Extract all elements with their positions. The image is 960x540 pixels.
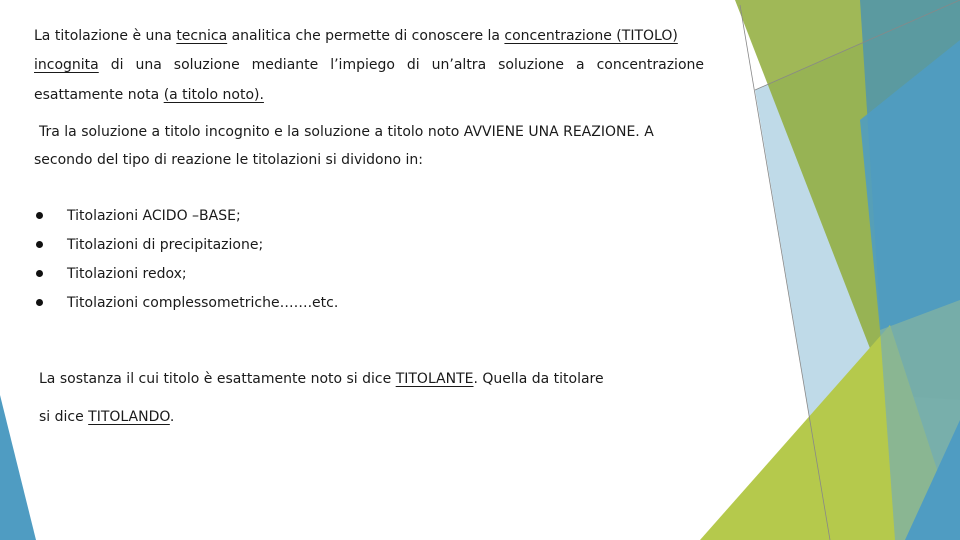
titolante-text: La sostanza il cui titolo è esattamente noto si dice <box>39 371 396 387</box>
term-tecnica: tecnica <box>176 28 228 44</box>
bullet-icon <box>36 241 43 248</box>
term-titolando: TITOLANDO <box>88 409 170 425</box>
titolante-line-1 <box>39 370 604 388</box>
term-titolo-noto: (a titolo noto). <box>163 87 264 103</box>
intro-text: analitica che permette di conoscere la <box>227 28 505 44</box>
list-item-label: Titolazioni di precipitazione; <box>67 237 264 253</box>
bullet-icon <box>36 212 43 219</box>
intro-line-3 <box>34 86 264 104</box>
titolante-text: . Quella da titolare <box>473 371 604 387</box>
intro-text: di una soluzione mediante l’impiego di un’altra soluzione a concentrazione <box>98 57 704 73</box>
list-item-label: Titolazioni complessometriche…….etc. <box>67 295 339 311</box>
term-concentrazione: concentrazione (TITOLO) <box>504 28 678 44</box>
titolante-text: . <box>169 409 175 425</box>
reaction-line-2: secondo del tipo di reazione le titolazioni si dividono in: <box>34 152 423 168</box>
intro-text: La titolazione è una <box>34 28 177 44</box>
term-titolante: TITOLANTE <box>395 371 474 387</box>
term-incognita: incognita <box>34 57 99 73</box>
intro-line-2 <box>34 56 704 74</box>
bullet-icon <box>36 299 43 306</box>
titolante-text: si dice <box>39 409 89 425</box>
intro-text: esattamente nota <box>34 87 164 103</box>
intro-line-1 <box>34 27 678 45</box>
titolante-line-2 <box>39 408 174 426</box>
left-blue-triangle <box>0 395 36 540</box>
reaction-line-1: Tra la soluzione a titolo incognito e la soluzione a titolo noto AVVIENE UNA REAZIONE. A <box>39 124 654 140</box>
list-item-label: Titolazioni redox; <box>67 266 187 282</box>
list-item-label: Titolazioni ACIDO –BASE; <box>67 208 241 224</box>
bullet-icon <box>36 270 43 277</box>
